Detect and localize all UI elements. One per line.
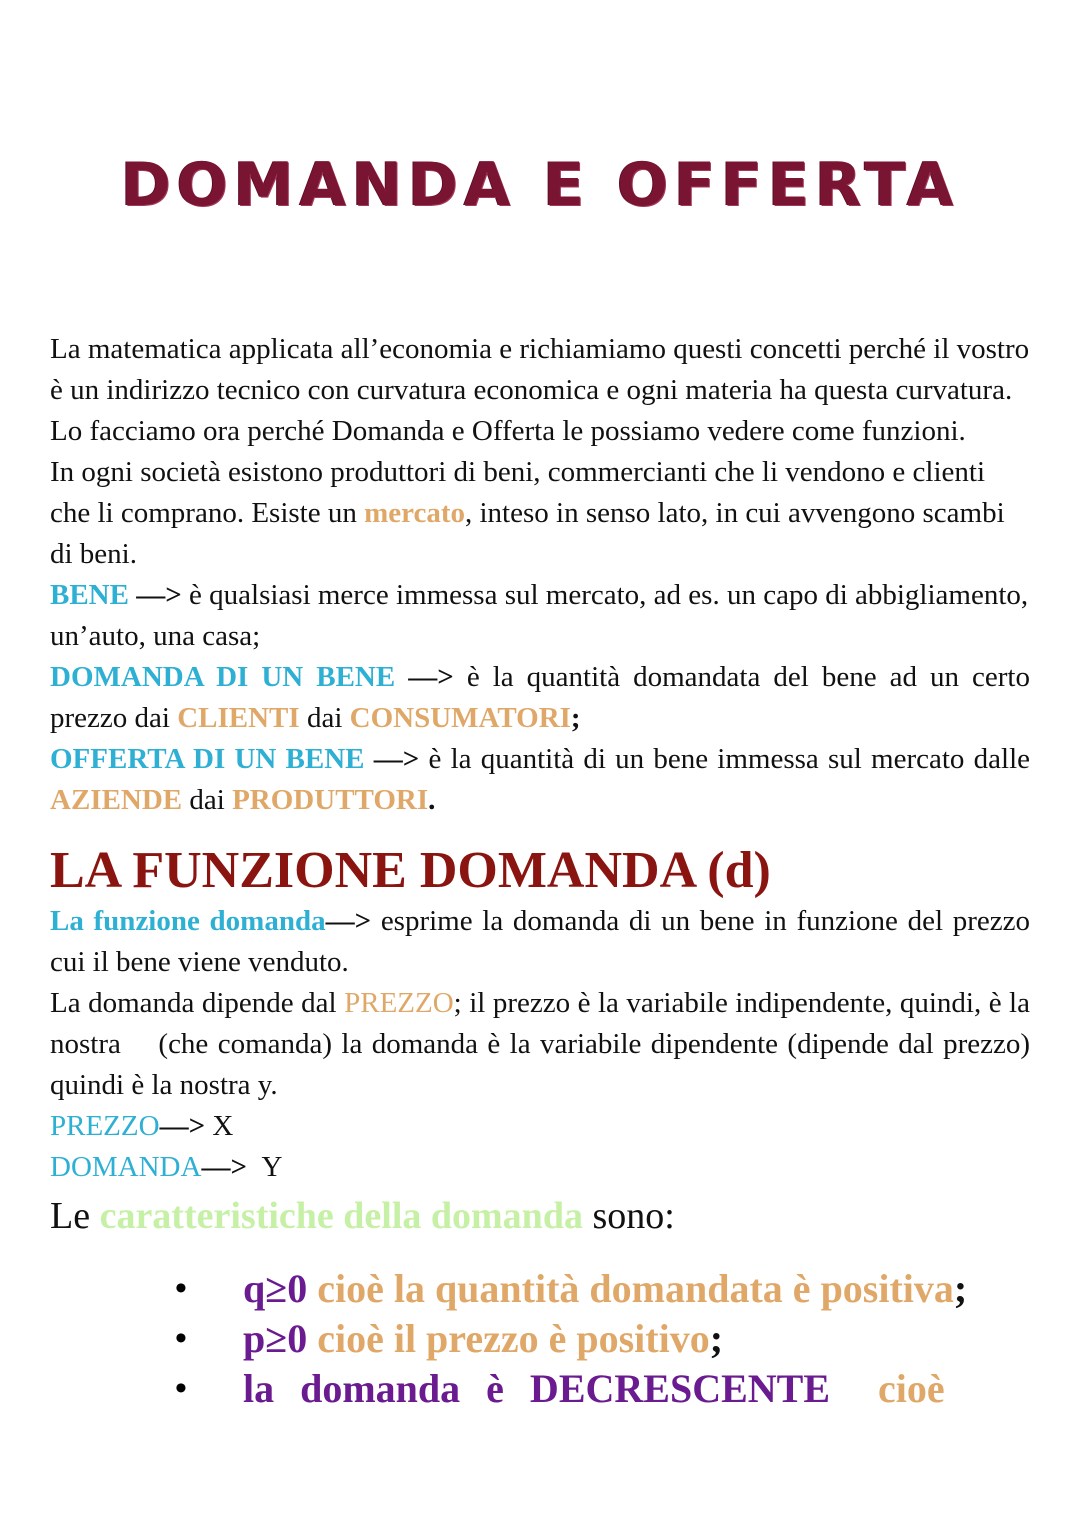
- arrow-icon: —>: [201, 1151, 262, 1183]
- condition: la domanda è DECRESCENTE: [243, 1366, 831, 1411]
- characteristics-intro: [50, 1190, 1030, 1242]
- market-paragraph: [50, 452, 1030, 575]
- arrow-icon: —>: [325, 905, 381, 937]
- definition-text: è qualsiasi merce immessa sul mercato, ad es. un capo di abbigliamento, un’auto, una casa;: [50, 579, 1029, 652]
- definition-term: La funzione domanda: [50, 905, 326, 937]
- definition-text: è la quantità domandata del bene ad un certo prezzo dai: [50, 661, 1030, 734]
- mapping-prezzo: [50, 1106, 1030, 1147]
- mapping-term: PREZZO: [50, 1110, 160, 1142]
- definition-term: DOMANDA DI UN BENE: [50, 661, 396, 693]
- definition-text: è la quantità di un bene immessa sul mercato dalle: [428, 743, 1031, 775]
- definition-bene: [50, 575, 1030, 657]
- condition-text: cioè: [852, 1366, 945, 1411]
- item-end: ;: [709, 1316, 724, 1361]
- list-item: [175, 1264, 1030, 1314]
- characteristics-text-end: sono:: [582, 1195, 675, 1237]
- definition-term: OFFERTA DI UN BENE: [50, 743, 365, 775]
- highlight-prezzo: PREZZO: [344, 987, 454, 1019]
- definition-end: .: [428, 784, 436, 816]
- characteristics-list: [50, 1264, 1030, 1414]
- mapping-term: DOMANDA: [50, 1151, 202, 1183]
- market-highlight: mercato: [364, 497, 465, 529]
- highlight-produttori: PRODUTTORI: [232, 784, 429, 816]
- condition: p≥0: [243, 1316, 308, 1361]
- bullet-icon: •: [175, 1370, 187, 1407]
- arrow-icon: —>: [128, 579, 190, 611]
- definition-end: ;: [570, 702, 581, 734]
- definition-domanda: [50, 657, 1030, 739]
- document-title: DOMANDA E OFFERTA: [120, 150, 960, 220]
- list-item: [175, 1314, 1030, 1364]
- bullet-icon: •: [175, 1320, 187, 1357]
- mapping-var: Y: [261, 1151, 283, 1183]
- definition-mid: dai: [299, 702, 350, 734]
- mapping-domanda: [50, 1147, 1030, 1188]
- characteristics-text: Le: [50, 1195, 100, 1237]
- definition-mid: dai: [182, 784, 233, 816]
- section-heading: LA FUNZIONE DOMANDA (d): [50, 842, 771, 899]
- intro-paragraph: La matematica applicata all’economia e richiamiamo questi concetti perché il vostro è un indirizzo tecnico con curvatura economica e ogni materia ha questa curvatura. Lo facciamo ora perché Domanda e Offerta le possiamo vedere come funzioni.: [50, 333, 1030, 447]
- definition-offerta: [50, 739, 1030, 821]
- function-definition: [50, 901, 1030, 983]
- condition: q≥0: [243, 1266, 308, 1311]
- condition-text: cioè il prezzo è positivo: [307, 1316, 710, 1361]
- dependency-text: La domanda dipende dal: [50, 987, 345, 1019]
- market-text-end: , inteso in senso lato, in cui avvengono scambi di beni.: [50, 497, 1005, 570]
- arrow-icon: —>: [395, 661, 467, 693]
- characteristics-highlight: caratteristiche della domanda: [99, 1195, 583, 1237]
- document-body: [50, 329, 1038, 1414]
- dependency-paragraph: [50, 983, 1038, 1106]
- bullet-icon: •: [175, 1270, 187, 1307]
- highlight-consumatori: CONSUMATORI: [349, 702, 571, 734]
- highlight-aziende: AZIENDE: [50, 784, 183, 816]
- item-end: ;: [953, 1266, 968, 1311]
- dependency-text-end: ; il prezzo è la variabile indipendente, quindi, è la nostra (che comanda) la domanda è la variabile dipendente (dipende dal prezzo) quindi è la nostra y.: [50, 987, 1038, 1101]
- condition-text: cioè la quantità domandata è positiva: [307, 1266, 954, 1311]
- arrow-icon: —>: [364, 743, 429, 775]
- market-text: In ogni società esistono produttori di beni, commercianti che li vendono e clienti che li comprano. Esiste un: [50, 456, 986, 529]
- definition-text: esprime la domanda di un bene in funzione del prezzo cui il bene viene venduto.: [50, 905, 1030, 978]
- list-item: [175, 1364, 1030, 1414]
- arrow-icon: —>: [159, 1110, 213, 1142]
- mapping-var: X: [212, 1110, 234, 1142]
- definition-term: BENE: [50, 579, 129, 611]
- highlight-clienti: CLIENTI: [177, 702, 300, 734]
